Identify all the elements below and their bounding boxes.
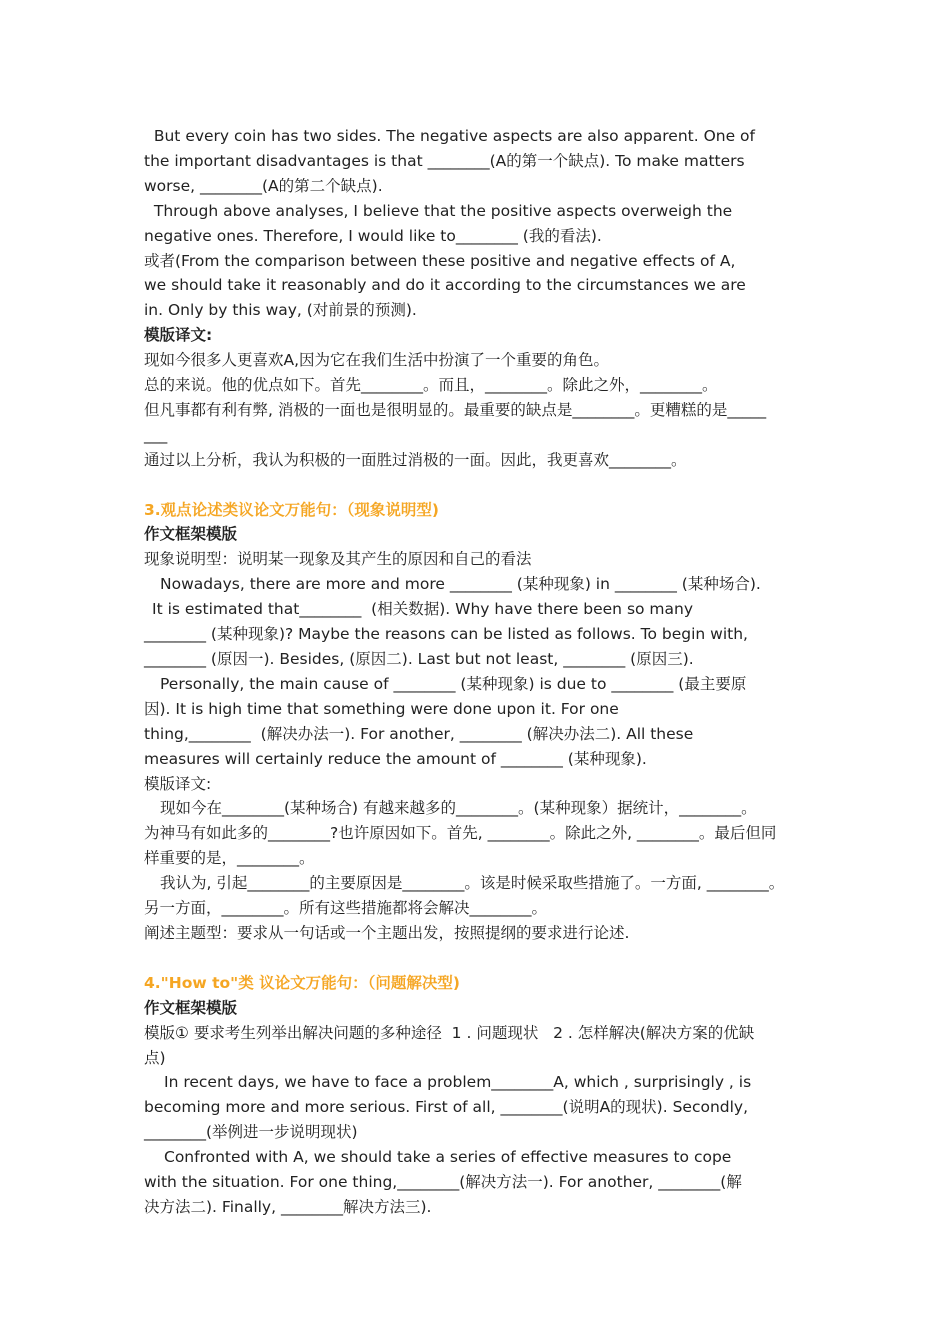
text-line: the important disadvantages is that ________(A的第一个缺点). To make matters [144,151,745,170]
text-line: 总的来说。他的优点如下。首先________。而且，________。除此之外，________。 [144,376,718,395]
text-line: we should take it reasonably and do it according to the circumstances we are [144,276,746,295]
section-3-subtitle: 作文框架模版 [144,525,238,544]
document-page [144,124,814,1220]
text-line: Nowadays, there are more and more ________ (某种现象) in ________ (某种场合). [160,575,761,594]
text-line: negative ones. Therefore, I would like to________ (我的看法). [144,226,602,245]
translation-heading: 模版译文: [144,326,213,345]
spacer [144,946,814,971]
text-line: But every coin has two sides. The negative aspects are also apparent. One of [144,127,756,145]
text-line: ________ (原因一). Besides, (原因二). Last but not least, ________ (原因三). [144,650,694,669]
text-line: becoming more and more serious. First of all, ________(说明A的现状). Secondly, [144,1098,749,1117]
section-3-title: 3.观点论述类议论文万能句：（现象说明型) [144,500,440,519]
text-line: measures will certainly reduce the amount of ________ (某种现象). [144,749,647,768]
text-line: in. Only by this way, (对前景的预测). [144,301,417,320]
text-line: Personally, the main cause of ________ (某种现象) is due to ________ (最主要原 [160,674,747,693]
text-line: 阐述主题型：要求从一句话或一个主题出发，按照提纲的要求进行论述. [144,923,630,942]
text-line: 通过以上分析，我认为积极的一面胜过消极的一面。因此，我更喜欢________。 [144,450,687,469]
text-line: In recent days, we have to face a problem________A, which , surprisingly , is [164,1073,752,1092]
text-line: ________ (某种现象)? Maybe the reasons can be listed as follows. To begin with, [144,625,748,644]
text-line: It is estimated that________ (相关数据). Why have there been so many [152,600,694,619]
text-line: thing,________ (解决办法一). For another, ________ (解决办法二). All these [144,724,694,743]
text-line: 但凡事都有利有弊, 消极的一面也是很明显的。最重要的缺点是________。更糟糕的是_____ [144,400,767,419]
text-line: Through above analyses, I believe that the positive aspects overweigh the [144,201,733,220]
text-line: 另一方面，________。所有这些措施都将会解决________。 [144,899,548,918]
section-4-subtitle: 作文框架模版 [144,998,238,1017]
text-line: 我认为, 引起________的主要原因是________。该是时候采取些措施了。一方面, ________。 [160,874,785,893]
text-line: 样重要的是，________。 [144,849,315,868]
text-line: ___ [144,425,168,444]
text-line: 现如今在________(某种场合) 有越来越多的________。(某种现象）据统计，________。 [160,799,757,818]
translation-heading: 模版译文: [144,774,212,793]
text-line: 因). It is high time that something were done upon it. For one [144,699,619,718]
text-line: 为神马有如此多的________?也许原因如下。首先, ________。除此之外, ________。最后但同 [144,824,777,843]
text-line: with the situation. For one thing,________(解决方法一). For another, ________(解 [144,1173,742,1192]
text-line: 或者(From the comparison between these positive and negative effects of A, [144,251,736,270]
text-line: ________(举例进一步说明现状) [144,1123,358,1142]
section-3-description: 现象说明型：说明某一现象及其产生的原因和自己的看法 [144,550,532,569]
text-line: worse, ________(A的第二个缺点). [144,176,383,195]
text-line: 现如今很多人更喜欢A,因为它在我们生活中扮演了一个重要的角色。 [144,351,610,370]
section-4-title: 4."How to"类 议论文万能句：（问题解决型) [144,973,460,992]
text-line: 决方法二). Finally, ________解决方法三). [144,1197,432,1216]
spacer [144,473,814,498]
text-line: 点) [144,1048,166,1067]
text-line: 模版① 要求考生列举出解决问题的多种途径 1 . 问题现状 2 . 怎样解决(解决方案的优缺 [144,1023,755,1042]
text-line: Confronted with A, we should take a series of effective measures to cope [164,1148,732,1167]
